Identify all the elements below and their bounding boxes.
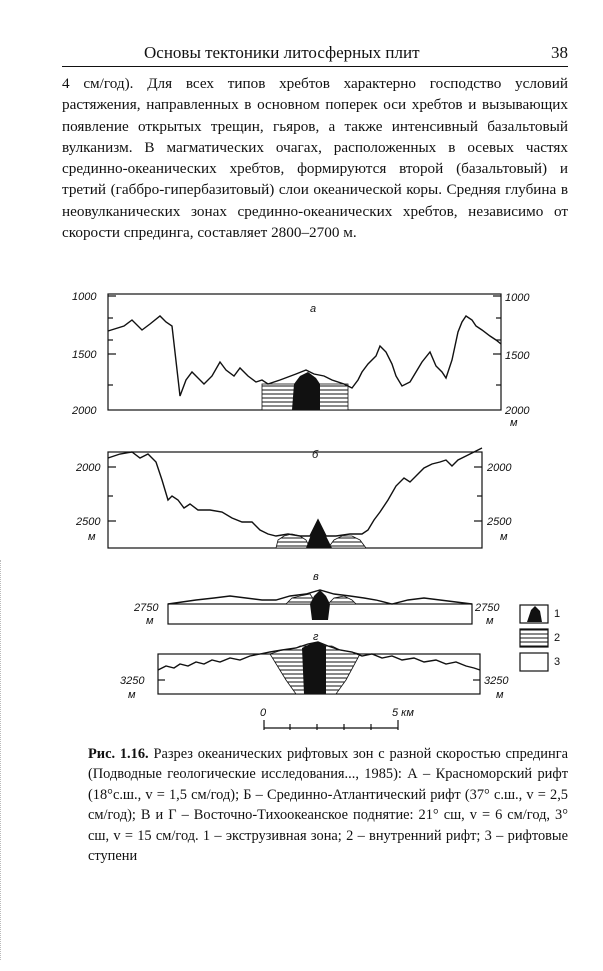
scan-edge-mark bbox=[0, 560, 4, 960]
panel-g-unit-right: м bbox=[496, 689, 504, 701]
page-number: 38 bbox=[551, 43, 568, 62]
page-header bbox=[62, 42, 568, 67]
panel-b-tick-left-1: 2500 bbox=[76, 516, 101, 528]
body-paragraph: 4 см/год). Для всех типов хребтов характерно господство условий растяжения, направленных в основном поперек оси хребтов и вызывающих появление открытых трещин, гьяров, а также интенсивный базальтовый вулканизм. В магматических очагах, расположенных в осевых частях срединно-океанических хребтов, формируются второй (базальтовый) и третий (габбро-гипербазитовый) слои океанической коры. Средняя глубина в неовулканических зонах срединно-океанических хребтов, независимо от скорости спрединга, составляет 2800–2700 м. bbox=[62, 75, 568, 242]
panel-b-inner-rift-right bbox=[328, 536, 366, 548]
panel-v-inner-rift-right bbox=[328, 596, 356, 604]
figure-caption bbox=[88, 744, 568, 866]
panel-b bbox=[75, 448, 512, 548]
legend-label-3: 3 bbox=[554, 656, 561, 668]
panel-b-profile-line bbox=[108, 448, 482, 536]
panel-b-unit-left: м bbox=[88, 531, 96, 543]
panel-b-extrusive-zone bbox=[306, 520, 332, 548]
panel-v-unit-right: м bbox=[486, 615, 494, 627]
panel-g-unit-left: м bbox=[128, 689, 136, 701]
panel-b-tick-right-1: 2500 bbox=[487, 516, 512, 528]
figure-rift-profiles bbox=[0, 280, 603, 740]
panel-v-extrusive-zone bbox=[310, 590, 330, 620]
panel-g-tick-right: 3250 bbox=[484, 675, 509, 687]
panel-a-extrusive-zone bbox=[292, 372, 320, 410]
panel-v-label: в bbox=[313, 571, 319, 583]
panel-g-label: г bbox=[313, 631, 319, 643]
running-title: Основы тектоники литосферных плит bbox=[144, 43, 420, 62]
panel-a-label: а bbox=[310, 303, 317, 315]
panel-b-unit-right: м bbox=[500, 531, 508, 543]
panel-v bbox=[133, 571, 500, 627]
panel-g-extrusive-zone bbox=[302, 642, 326, 694]
panel-a-tick-right-0: 1000 bbox=[505, 292, 530, 304]
panel-v-tick-right: 2750 bbox=[475, 602, 500, 614]
legend-label-2: 2 bbox=[554, 632, 561, 644]
scale-end: 5 км bbox=[392, 707, 414, 719]
caption-number: Рис. 1.16. bbox=[88, 746, 149, 762]
legend-label-1: 1 bbox=[554, 608, 561, 620]
panel-b-tick-left-0: 2000 bbox=[76, 462, 101, 474]
panel-a-unit: м bbox=[510, 417, 518, 429]
panel-v-tick-left: 2750 bbox=[134, 602, 159, 614]
panel-v-unit-left: м bbox=[146, 615, 154, 627]
caption-text: Разрез океанических рифтовых зон с разной скоростью спрединга (Подводные геологические исследования..., 1985): А – Красноморский рифт (18°с.ш., v = 1,5 см/год); Б – Срединно-Атлантический рифт (37° с.ш., v = 2,5 см/год); В и Г – Восточно-Тихоокеанское поднятие: 21° сш, v = 6 см/год, 3° сш, v = 15 см/год. 1 – экструзивная зона; 2 – внутренний рифт; 3 – рифтовые ступени bbox=[88, 746, 568, 865]
panel-a bbox=[71, 291, 530, 429]
legend-swatch-inner-rift bbox=[520, 629, 548, 647]
panel-g bbox=[120, 631, 509, 701]
panel-a-tick-right-2: 2000 bbox=[505, 405, 530, 417]
panel-a-tick-left-0: 1000 bbox=[72, 291, 97, 303]
panel-a-tick-right-1: 1500 bbox=[505, 350, 530, 362]
panel-g-tick-left: 3250 bbox=[120, 675, 145, 687]
panel-b-tick-right-0: 2000 bbox=[487, 462, 512, 474]
legend bbox=[520, 605, 560, 671]
panel-a-tick-left-1: 1500 bbox=[72, 349, 97, 361]
scale-bar bbox=[260, 707, 414, 730]
legend-swatch-rift-steps bbox=[520, 653, 548, 671]
panel-b-label: б bbox=[312, 449, 319, 461]
panel-a-tick-left-2: 2000 bbox=[72, 405, 97, 417]
scale-start: 0 bbox=[260, 707, 267, 719]
